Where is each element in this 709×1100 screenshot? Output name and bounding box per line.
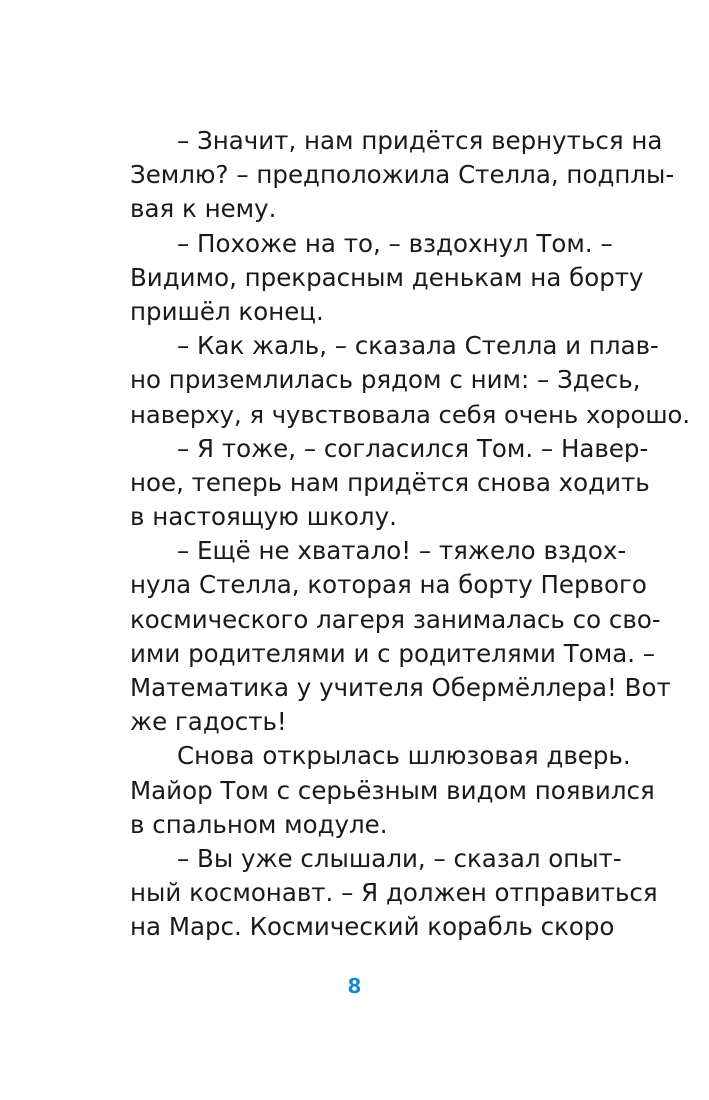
- text-line: ими родителями и с родителями Тома. –: [130, 638, 656, 668]
- text-line: нула Стелла, которая на борту Первого: [130, 570, 647, 600]
- text-line: Видимо, прекрасным денькам на борту: [130, 262, 644, 292]
- text-line: же гадость!: [130, 707, 287, 737]
- text-line: в настоящую школу.: [130, 502, 397, 532]
- text-line: – Я тоже, – согласился Том. – Навер-: [177, 433, 649, 463]
- page-number: 8: [347, 974, 362, 998]
- text-line: – Как жаль, – сказала Стелла и плав-: [177, 331, 659, 361]
- text-line: на Марс. Космический корабль скоро: [130, 912, 615, 942]
- text-line: вая к нему.: [130, 194, 277, 224]
- text-line: – Вы уже слышали, – сказал опыт-: [177, 843, 622, 873]
- text-line: ное, теперь нам придётся снова ходить: [130, 467, 650, 497]
- text-line: космического лагеря занималась со сво-: [130, 604, 661, 634]
- text-line: ный космонавт. – Я должен отправиться: [130, 878, 658, 908]
- text-line: в спальном модуле.: [130, 809, 388, 839]
- text-line: – Похоже на то, – вздохнул Том. –: [177, 228, 613, 258]
- text-line: – Ещё не хватало! – тяжело вздох-: [177, 536, 627, 566]
- text-line: Майор Том с серьёзным видом появился: [130, 775, 655, 805]
- text-line: пришёл конец.: [130, 296, 324, 326]
- text-line: – Значит, нам придётся вернуться на: [177, 126, 663, 155]
- text-line: Снова открылась шлюзовая дверь.: [177, 741, 631, 771]
- text-line: Землю? – предположила Стелла, подплы-: [130, 160, 675, 190]
- text-line: наверху, я чувствовала себя очень хорошо.: [130, 399, 691, 429]
- text-line: но приземлилась рядом с ним: – Здесь,: [130, 365, 641, 395]
- body-text: [130, 124, 691, 945]
- text-line: Математика у учителя Обермёллера! Вот: [130, 673, 671, 702]
